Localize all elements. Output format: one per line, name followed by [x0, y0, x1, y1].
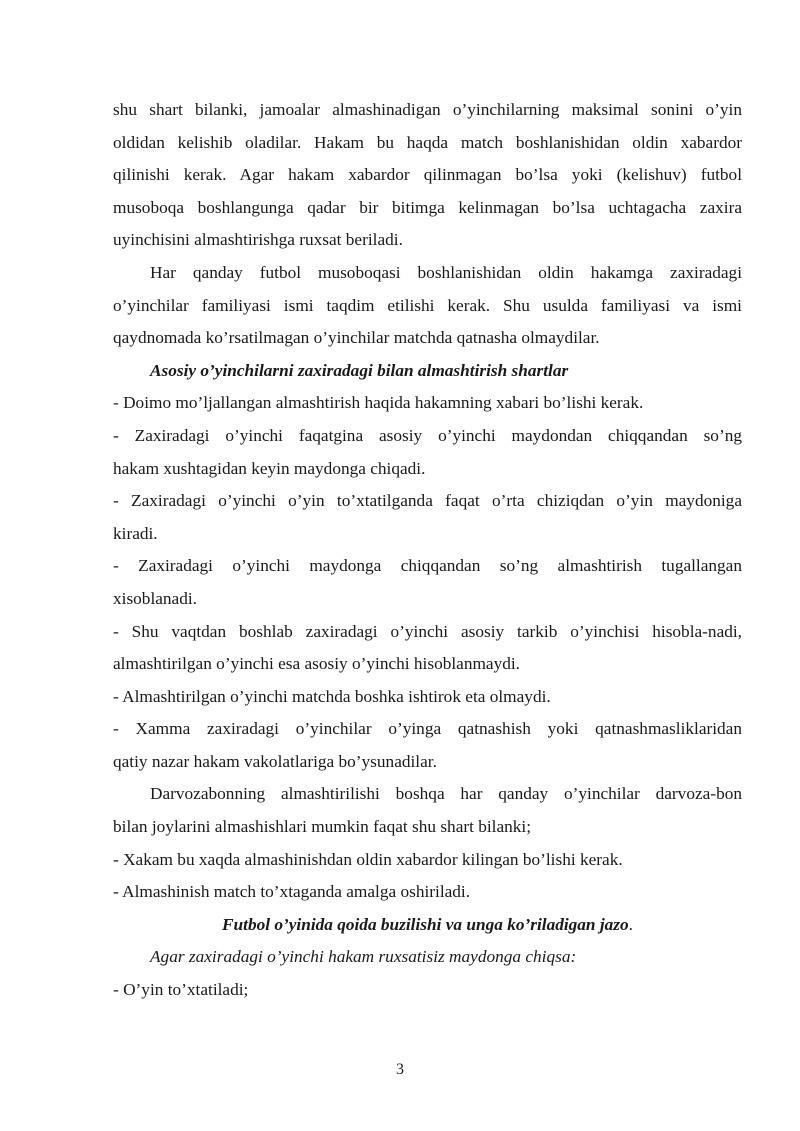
paragraph-line: qaydnomada ko’rsatilmagan o’yinchilar matchda qatnasha olmaydilar.: [113, 328, 600, 348]
paragraph-line: bilan joylarini almashishlari mumkin faqat shu shart bilanki;: [113, 817, 532, 837]
list-item: - Zaxiradagi o’yinchi faqatgina asosiy o’yinchi maydondan chiqqandan so’ng: [113, 425, 742, 445]
list-item: - Doimo mo’ljallangan almashtirish haqida hakamning xabari bo’lishi kerak.: [113, 393, 644, 413]
section-heading-text: Futbol o’yinida qoida buzilishi va unga ko’riladigan jazo: [222, 914, 629, 934]
list-item-continuation: hakam xushtagidan keyin maydonga chiqadi.: [113, 458, 426, 478]
list-item: - Xakam bu xaqda almashinishdan oldin xabardor kilingan bo’lishi kerak.: [113, 849, 623, 869]
section-heading-period: .: [628, 914, 633, 934]
list-item-continuation: xisoblanadi.: [113, 588, 197, 608]
list-item: - Almashtirilgan o’yinchi matchda boshka ishtirok eta olmaydi.: [113, 686, 551, 706]
section-heading-2: [113, 909, 742, 942]
list-item: - Xamma zaxiradagi o’yinchilar o’yinga qatnashish yoki qatnashmasliklaridan: [113, 719, 742, 739]
section-heading: Asosiy o’yinchilarni zaxiradagi bilan almashtirish shartlar: [150, 360, 569, 380]
list-item-continuation: kiradi.: [113, 523, 158, 543]
paragraph-line: shu shart bilanki, jamoalar almashinadigan o’yinchilarning maksimal sonini o’yin: [113, 100, 742, 119]
list-item: - O’yin to’xtatiladi;: [113, 980, 249, 1000]
page-number: 3: [396, 1061, 404, 1078]
list-item: - Zaxiradagi o’yinchi maydonga chiqqandan so’ng almashtirish tugallangan: [113, 556, 742, 576]
paragraph-line: Darvozabonning almashtirilishi boshqa har qanday o’yinchilar darvoza-bon: [150, 784, 742, 804]
paragraph-line: qilinishi kerak. Agar hakam xabardor qilinmagan bo’lsa yoki (kelishuv) futbol: [113, 165, 742, 185]
list-item: - Shu vaqtdan boshlab zaxiradagi o’yinchi asosiy tarkib o’yinchisi hisobla-nadi,: [113, 621, 742, 641]
paragraph-line: oldidan kelishib oladilar. Hakam bu haqda match boshlanishidan oldin xabardor: [113, 132, 742, 152]
page-body: [113, 94, 742, 1007]
list-item: - Almashinish match to’xtaganda amalga oshiriladi.: [113, 882, 471, 902]
list-item: - Zaxiradagi o’yinchi o’yin to’xtatilganda faqat o’rta chiziqdan o’yin maydoniga: [113, 491, 742, 511]
list-item-continuation: qatiy nazar hakam vakolatlariga bo’ysunadilar.: [113, 751, 437, 771]
paragraph-line: musoboqa boshlangunga qadar bir bitimga kelinmagan bo’lsa uchtagacha zaxira: [113, 197, 742, 217]
list-item-continuation: almashtirilgan o’yinchi esa asosiy o’yinchi hisoblanmaydi.: [113, 654, 520, 674]
paragraph-line: o’yinchilar familiyasi ismi taqdim etilishi kerak. Shu usulda familiyasi va ismi: [113, 295, 742, 315]
italic-paragraph: Agar zaxiradagi o’yinchi hakam ruxsatisiz maydonga chiqsa:: [150, 947, 577, 967]
paragraph-line: Har qanday futbol musoboqasi boshlanishidan oldin hakamga zaxiradagi: [150, 262, 742, 282]
paragraph-line: uyinchisini almashtirishga ruxsat beriladi.: [113, 230, 403, 250]
